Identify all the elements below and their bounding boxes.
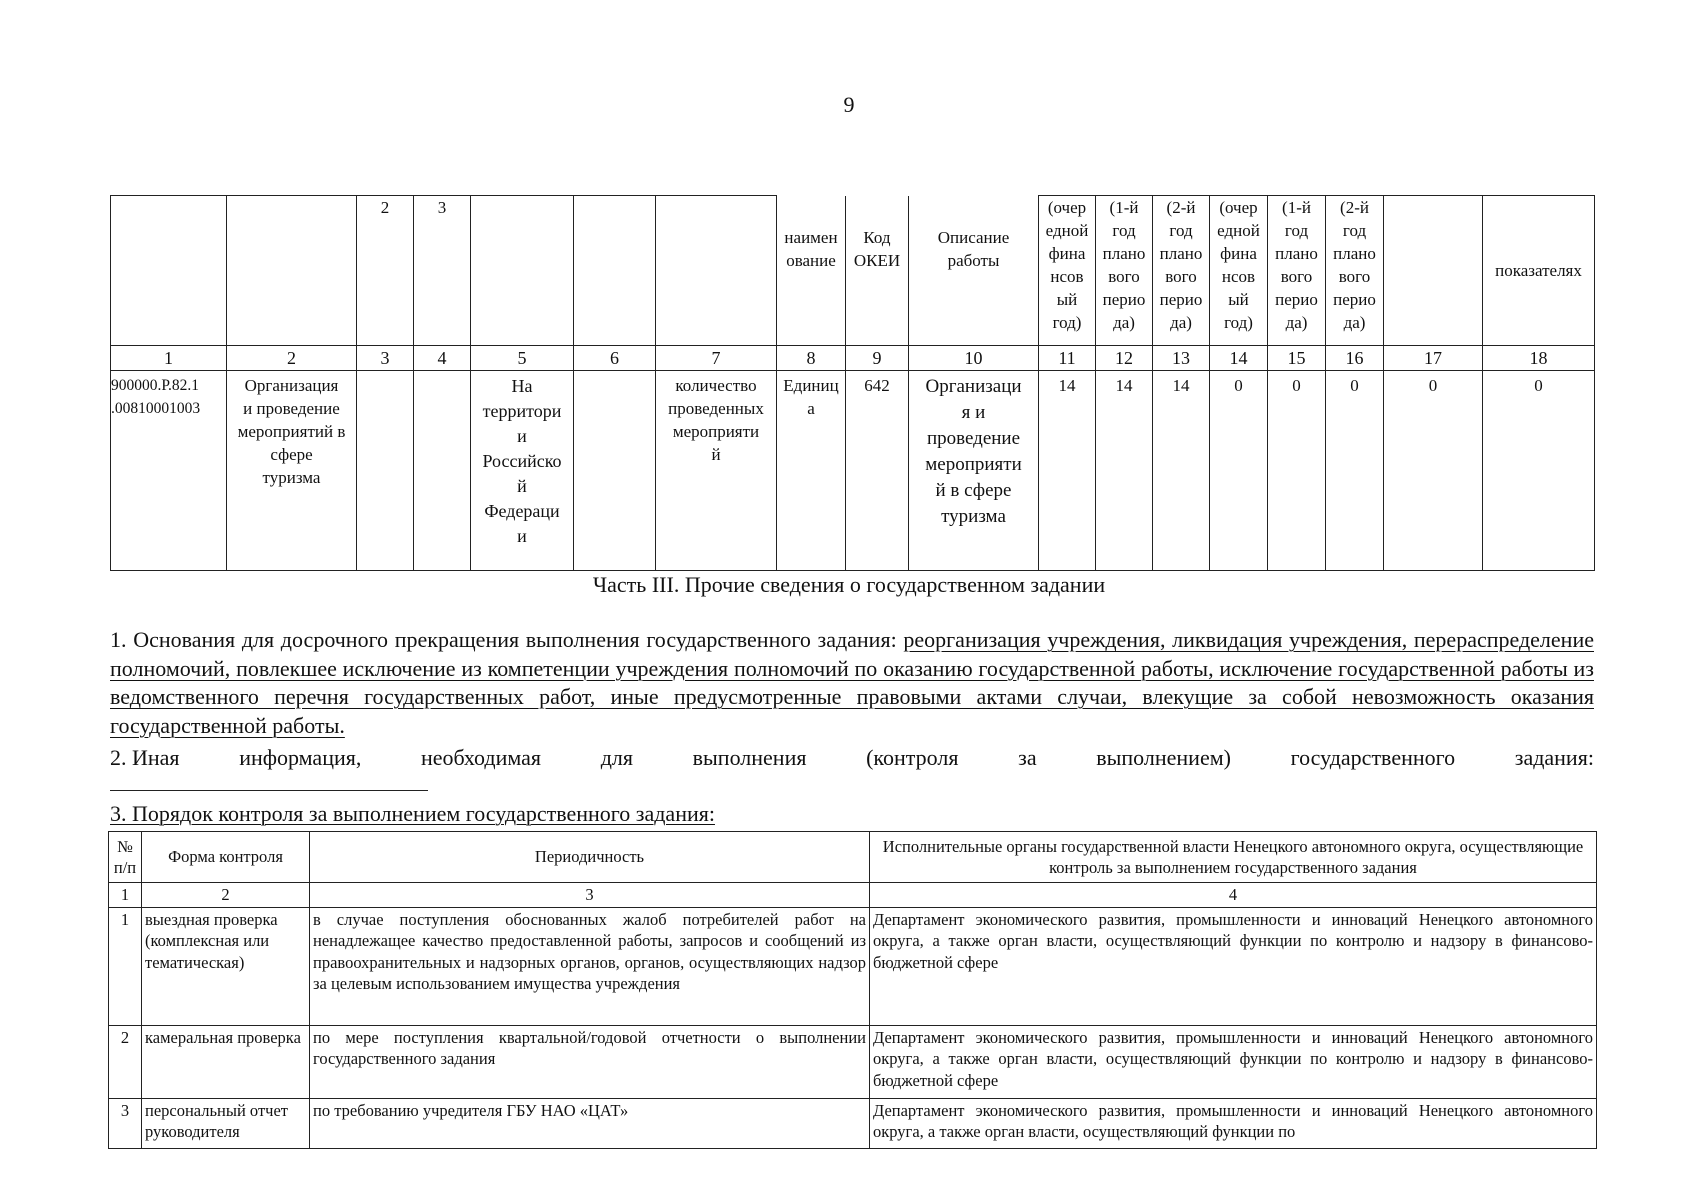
header-cell-6	[574, 196, 656, 346]
column-number: 5	[471, 346, 574, 371]
control-period: в случае поступления обоснованных жалоб потребителей работ на ненадлежащее качество предоставленной работы, запросов и сообщений из правоохранительных и надзорных органов, органов, осуществляющих надзор за целевым использованием имущества учреждения	[310, 907, 870, 1025]
place-of-work: На территори и Российско й Федераци и	[471, 371, 574, 571]
work-content: Организация и проведение мероприятий в сфере туризма	[227, 371, 357, 571]
section-2-word: за	[1018, 745, 1037, 770]
empty-cell	[414, 371, 471, 571]
row-number: 2	[109, 1025, 142, 1098]
header-cell-1	[111, 196, 227, 346]
header-num: № п/п	[109, 832, 142, 883]
column-number: 12	[1096, 346, 1153, 371]
column-number: 16	[1326, 346, 1384, 371]
control-form: выездная проверка (комплексная или тематическая)	[142, 907, 310, 1025]
section-2-paragraph	[110, 744, 1594, 772]
value-col-13: 14	[1153, 371, 1210, 571]
header-period: Периодичность	[310, 832, 870, 883]
value-col-14: 0	[1210, 371, 1268, 571]
header-cell-7	[656, 196, 777, 346]
column-number: 8	[777, 346, 846, 371]
row-number: 1	[109, 907, 142, 1025]
header-col-17	[1384, 196, 1483, 346]
column-number: 11	[1039, 346, 1096, 371]
registry-code: 900000.Р.82.1 .00810001003	[111, 371, 227, 571]
control-organs: Департамент экономического развития, промышленности и инноваций Ненецкого автономного округа, а также орган власти, осуществляющий функции по контролю и надзору в финансово-бюджетной сфере	[870, 907, 1597, 1025]
work-volume-table	[110, 195, 1595, 571]
header-col-11: (очер едной фина нсов ый год)	[1039, 196, 1096, 346]
column-number: 13	[1153, 346, 1210, 371]
column-number: 2	[227, 346, 357, 371]
section-2-word: информация,	[239, 745, 362, 770]
header-organs: Исполнительные органы государственной власти Ненецкого автономного округа, осуществляющие контроль за выполнением государственного задания	[870, 832, 1597, 883]
column-number: 4	[870, 883, 1597, 908]
column-number: 6	[574, 346, 656, 371]
table-row	[109, 1025, 1597, 1098]
column-number: 14	[1210, 346, 1268, 371]
section-2-word: задания:	[1514, 745, 1594, 770]
fill-in-line	[110, 790, 428, 791]
row-number: 3	[109, 1098, 142, 1148]
header-form: Форма контроля	[142, 832, 310, 883]
header-col-15: (1-й год плано вого перио да)	[1268, 196, 1326, 346]
header-col-18: показателях	[1483, 196, 1595, 346]
header-col-13: (2-й год плано вого перио да)	[1153, 196, 1210, 346]
indicator-name: количество проведенных мероприяти й	[656, 371, 777, 571]
value-col-18: 0	[1483, 371, 1595, 571]
section-2-word: выполнения	[692, 745, 807, 770]
work-description: Организаци я и проведение мероприяти й в сфере туризма	[909, 371, 1039, 571]
header-col-16: (2-й год плано вого перио да)	[1326, 196, 1384, 346]
table-row	[109, 1098, 1597, 1148]
control-period: по мере поступления квартальной/годовой отчетности о выполнении государственного задания	[310, 1025, 870, 1098]
okei-code: 642	[846, 371, 909, 571]
page-number: 9	[843, 92, 855, 117]
section-3-title: 3. Порядок контроля за выполнением государственного задания:	[110, 801, 715, 826]
section-2-word: необходимая	[421, 745, 542, 770]
column-number: 17	[1384, 346, 1483, 371]
value-col-12: 14	[1096, 371, 1153, 571]
header-cell-5	[471, 196, 574, 346]
section-2-word: для	[600, 745, 633, 770]
header-number-3: 3	[414, 196, 471, 346]
value-col-15: 0	[1268, 371, 1326, 571]
control-procedure-table	[108, 831, 1597, 1149]
unit-name: Единиц а	[777, 371, 846, 571]
header-name: наимен ование	[777, 196, 846, 346]
value-col-17: 0	[1384, 371, 1483, 571]
value-col-11: 14	[1039, 371, 1096, 571]
column-number: 15	[1268, 346, 1326, 371]
section-2-word: государственного	[1290, 745, 1456, 770]
section-1-paragraph	[110, 626, 1594, 740]
column-number: 3	[357, 346, 414, 371]
table-row	[109, 907, 1597, 1025]
column-number: 1	[109, 883, 142, 908]
section-2-word: 2. Иная	[110, 745, 180, 770]
column-number: 4	[414, 346, 471, 371]
column-number: 1	[111, 346, 227, 371]
header-number-2: 2	[357, 196, 414, 346]
header-description: Описание работы	[909, 196, 1039, 346]
value-col-16: 0	[1326, 371, 1384, 571]
column-number: 7	[656, 346, 777, 371]
section-1-reasons: реорганизация учреждения, ликвидация учреждения, перераспределение полномочий, повлекшее исключение из компетенции учреждения полномочий по оказанию государственной работы, исключение государственной работы из ведомственного перечня государственных работ, иные предусмотренные правовыми актами случаи, влекущие за собой невозможность оказания государственной работы.	[110, 627, 1594, 738]
column-number: 9	[846, 346, 909, 371]
section-2-word: выполнением)	[1096, 745, 1231, 770]
section-2-word: (контроля	[866, 745, 959, 770]
column-number: 2	[142, 883, 310, 908]
header-col-12: (1-й год плано вого перио да)	[1096, 196, 1153, 346]
control-organs: Департамент экономического развития, промышленности и инноваций Ненецкого автономного округа, а также орган власти, осуществляющий функции по	[870, 1098, 1597, 1148]
header-col-14: (очер едной фина нсов ый год)	[1210, 196, 1268, 346]
control-period: по требованию учредителя ГБУ НАО «ЦАТ»	[310, 1098, 870, 1148]
section-1-lead: 1. Основания для досрочного прекращения выполнения государственного задания:	[110, 627, 904, 652]
column-number: 3	[310, 883, 870, 908]
control-form: камеральная проверка	[142, 1025, 310, 1098]
column-number: 18	[1483, 346, 1595, 371]
control-organs: Департамент экономического развития, промышленности и инноваций Ненецкого автономного округа, а также орган власти, осуществляющий функции по контролю и надзору в финансово-бюджетной сфере	[870, 1025, 1597, 1098]
empty-cell	[574, 371, 656, 571]
header-cell-2	[227, 196, 357, 346]
header-okei: Код ОКЕИ	[846, 196, 909, 346]
part-title: Часть III. Прочие сведения о государственном задании	[592, 572, 1106, 597]
column-number: 10	[909, 346, 1039, 371]
empty-cell	[357, 371, 414, 571]
control-form: персональный отчет руководителя	[142, 1098, 310, 1148]
